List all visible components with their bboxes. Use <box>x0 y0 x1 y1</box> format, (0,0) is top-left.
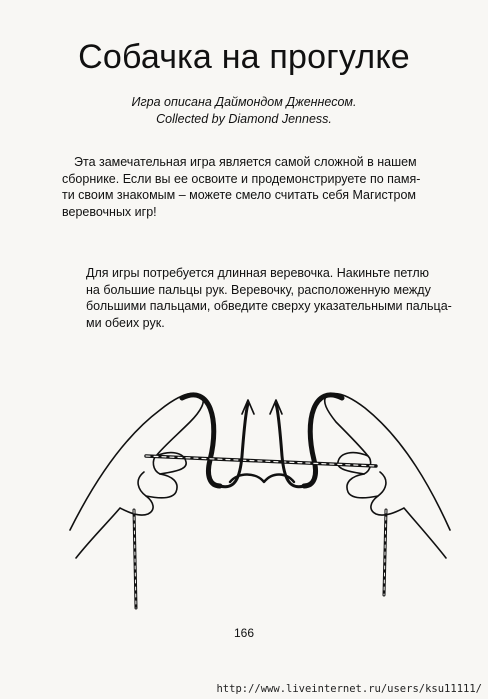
subtitle-line-en: Collected by Diamond Jenness. <box>156 112 332 126</box>
left-hand <box>70 393 203 558</box>
instructions-line: большими пальцами, обведите сверху указательными пальца- <box>86 299 452 313</box>
instructions-line: Для игры потребуется длинная веревочка. Накиньте петлю <box>86 266 430 280</box>
intro-paragraph <box>62 154 468 220</box>
instructions-paragraph <box>86 265 468 331</box>
subtitle <box>0 94 488 128</box>
right-hand <box>325 393 450 558</box>
page-title: Собачка на прогулке <box>78 38 410 76</box>
intro-line: сборнике. Если вы ее освоите и продемонстрируете по памя- <box>62 171 421 186</box>
page-number: 166 <box>233 626 255 640</box>
intro-line: Эта замечательная игра является самой сложной в нашем <box>74 155 417 169</box>
intro-line: ти своим знакомым – можете смело считать себя Магистром <box>62 188 416 202</box>
string-right-loop <box>304 395 342 486</box>
intro-line: веревочных игр! <box>62 204 157 219</box>
subtitle-line-ru: Игра описана Даймондом Дженнесом. <box>131 95 357 109</box>
hands-string-figure-illustration <box>60 360 460 610</box>
watermark-url: http://www.liveinternet.ru/users/ksu11111/ <box>216 683 482 695</box>
instructions-line: ми обеих рук. <box>86 315 165 330</box>
instructions-line: на большие пальцы рук. Веревочку, расположенную между <box>86 282 431 297</box>
